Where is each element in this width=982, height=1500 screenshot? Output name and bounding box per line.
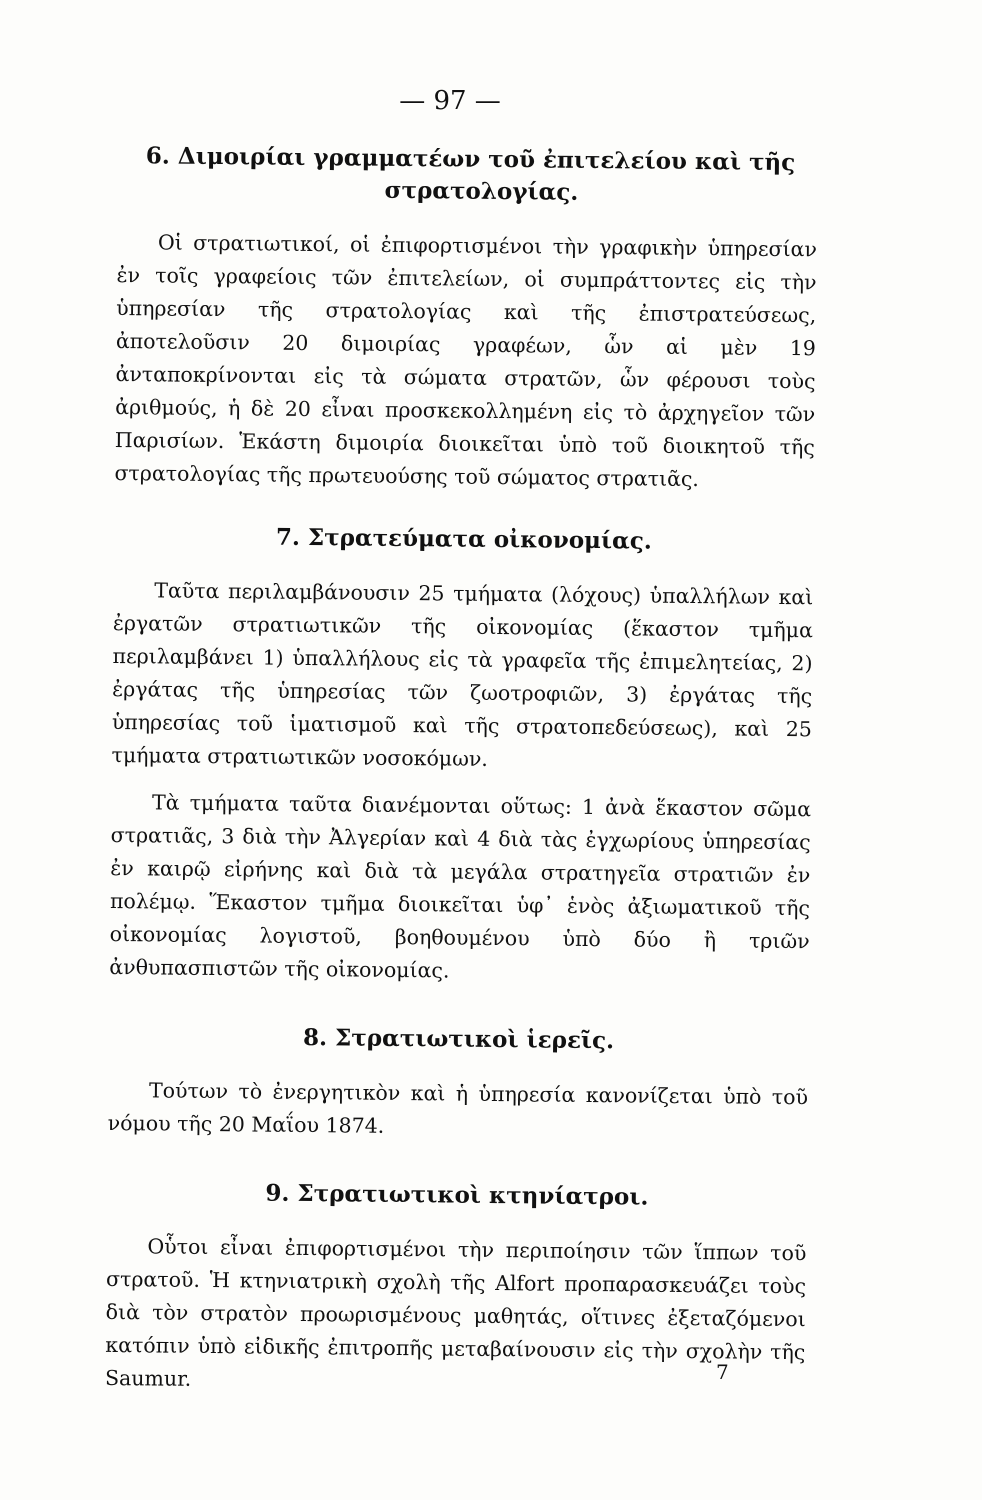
section-heading-line1: 6. Διμοιρίαι γραμματέων τοῦ ἐπιτελείου καὶ τῆς bbox=[145, 142, 796, 177]
section-6 bbox=[114, 140, 818, 497]
section-heading: 9. Στρατιωτικοὶ κτηνίατροι. bbox=[265, 1179, 649, 1211]
page-number: — 97 — bbox=[399, 86, 501, 116]
signature-mark: 7 bbox=[716, 1360, 729, 1384]
text-column bbox=[105, 140, 818, 1402]
section-7 bbox=[109, 520, 814, 991]
section-heading: 8. Στρατιωτικοὶ ἱερεῖς. bbox=[302, 1023, 615, 1055]
section-heading: 7. Στρατεύματα οἰκονομίας. bbox=[275, 523, 652, 555]
section-9 bbox=[105, 1176, 807, 1402]
paragraph: Οἱ στρατιωτικοί, οἱ ἐπιφορτισμένοι τὴν γραφικὴν ὑπηρεσίαν ἐν τοῖς γραφείοις τῶν ἐπιτελείων, οἱ συμπράττοντες εἰς τὴν ὑπηρεσίαν τῆς στρατολογίας καὶ τῆς ἐπιστρατεύσεως, ἀποτελοῦσιν 20 διμοιρίας γραφέων, ὧν αἱ μὲν 19 ἀνταποκρίνονται εἰς τὰ σώματα στρατῶν, ὧν φέρουσι τοὺς ἀριθμούς, ἡ δὲ 20 εἶναι προσκεκολλημένη εἰς τὸ ἀρχηγεῖον τῶν Παρισίων. Ἑκάστη διμοιρία διοικεῖται ὑπὸ τοῦ διοικητοῦ τῆς στρατολογίας τῆς πρωτευούσης τοῦ σώματος στρατιᾶς. bbox=[114, 230, 818, 492]
paragraph: Ταῦτα περιλαμβάνουσιν 25 τμήματα (λόχους) ὑπαλλήλων καὶ ἐργατῶν στρατιωτικῶν τῆς οἰκονομίας (ἕκαστον τμῆμα περιλαμβάνει 1) ὑπαλλήλους εἰς τὰ γραφεῖα τῆς ἐπιμελητείας, 2) ἐργάτας τῆς ὑπηρεσίας τῶν ζωοτροφιῶν, 3) ἐργάτας τῆς ὑπηρεσίας τοῦ ἱματισμοῦ καὶ τῆς στρατοπεδεύσεως), καὶ 25 τμήματα στρατιωτικῶν νοσοκόμων. bbox=[111, 578, 814, 771]
section-heading bbox=[117, 140, 818, 211]
paragraph: Τὰ τμήματα ταῦτα διανέμονται οὕτως: 1 ἀνὰ ἕκαστον σῶμα στρατιᾶς, 3 διὰ τὴν Ἀλγερίαν καὶ 4 διὰ τὰς ἐγχωρίους ὑπηρεσίας ἐν καιρῷ εἰρήνης καὶ διὰ τὰ μεγάλα στρατηγεῖα στρατιῶν ἐν πολέμῳ. Ἕκαστον τμῆμα διοικεῖται ὑφ᾽ ἑνὸς ἀξιωματικοῦ τῆς οἰκονομίας λογιστοῦ, βοηθουμένου ὑπὸ δύο ἢ τριῶν ἀνθυπασπιστῶν τῆς οἰκονομίας. bbox=[109, 790, 812, 983]
section-heading-line2: στρατολογίας. bbox=[384, 176, 579, 206]
paragraph: Οὗτοι εἶναι ἐπιφορτισμένοι τὴν περιποίησιν τῶν ἵππων τοῦ στρατοῦ. Ἡ κτηνιατρικὴ σχολὴ τῆς Alfort προπαρασκευάζει τοὺς διὰ τὸν στρατὸν προωρισμένους μαθητάς, οἵτινες ἐξεταζόμενοι κατόπιν ὑπὸ εἰδικῆς ἐπιτροπῆς μεταβαίνουσιν εἰς τὴν σχολὴν τῆς Saumur. bbox=[104, 1234, 807, 1391]
section-8 bbox=[108, 1020, 809, 1147]
paragraph: Τούτων τὸ ἐνεργητικὸν καὶ ἡ ὑπηρεσία κανονίζεται ὑπὸ τοῦ νόμου τῆς 20 Μαΐου 1874. bbox=[107, 1078, 809, 1138]
